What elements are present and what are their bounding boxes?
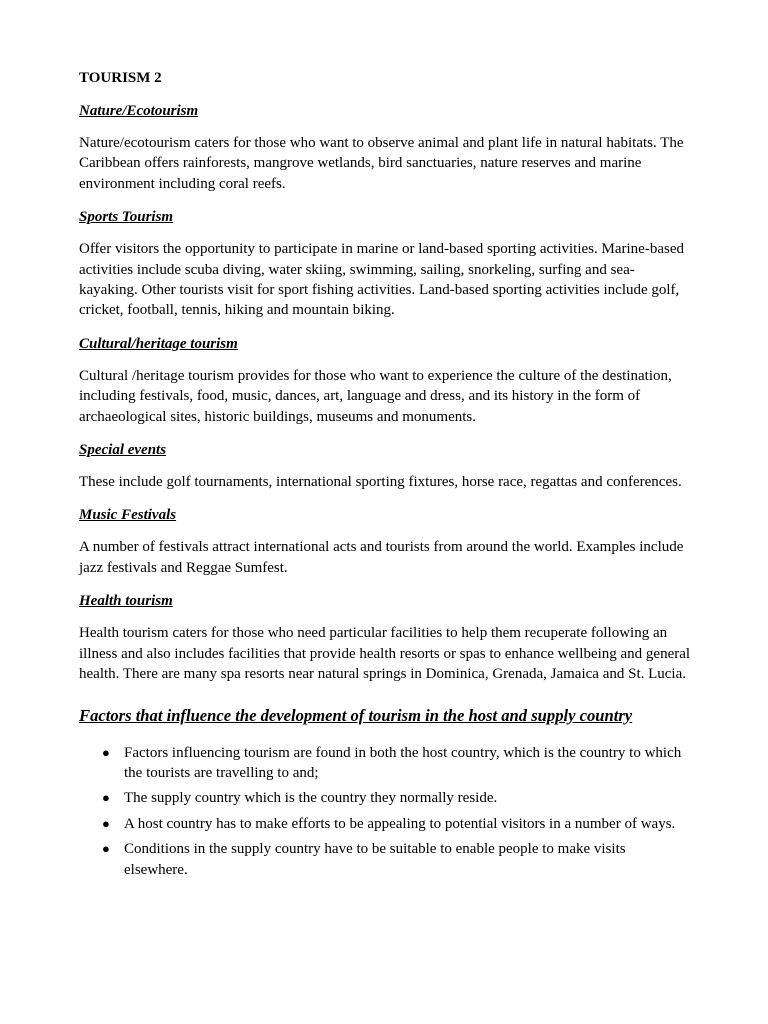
list-item	[79, 743, 691, 784]
section-heading: Special events	[79, 442, 167, 459]
factors-bullet-list	[79, 743, 691, 880]
list-item-text: Conditions in the supply country have to be suitable to enable people to make visits elsewhere.	[124, 841, 626, 878]
section-health-tourism	[79, 591, 691, 684]
section-paragraph: A number of festivals attract international acts and tourists from around the world. Examples include jazz festivals and Reggae Sumfest.	[79, 539, 684, 576]
list-item	[79, 839, 691, 880]
section-special-events	[79, 440, 691, 492]
list-item-text: Factors influencing tourism are found in both the host country, which is the country to which the tourists are travelling to and;	[124, 744, 682, 781]
bullet-icon: ●	[102, 790, 110, 806]
section-heading: Cultural/heritage tourism	[79, 335, 238, 352]
section-paragraph: Nature/ecotourism caters for those who want to observe animal and plant life in natural habitats. The Caribbean offers rainforests, mangrove wetlands, bird sanctuaries, nature reserves and marine environment including coral reefs.	[79, 135, 684, 192]
section-heading: Nature/Ecotourism	[79, 103, 199, 119]
list-item	[79, 814, 691, 834]
section-paragraph: Health tourism caters for those who need particular facilities to help them recuperate following an illness and also includes facilities that provide health resorts or spas to enhance wellbeing and general health. There are many spa resorts near natural springs in Dominica, Grenada, Jamaica and St. Lucia.	[79, 625, 691, 683]
list-item-text: The supply country which is the country they normally reside.	[124, 790, 498, 807]
section-paragraph: Cultural /heritage tourism provides for those who want to experience the culture of the destination, including festivals, food, music, dances, art, language and dress, and its history in the form of archaeological sites, historic buildings, museums and monuments.	[79, 367, 672, 425]
section-heading: Sports Tourism	[79, 209, 174, 226]
section-sports-tourism	[79, 207, 691, 321]
bullet-icon: ●	[102, 841, 110, 857]
section-heading: Health tourism	[79, 593, 173, 610]
list-item	[79, 788, 691, 808]
factors-heading: Factors that influence the development of tourism in the host and supply country	[79, 705, 633, 725]
section-paragraph: These include golf tournaments, international sporting fixtures, horse race, regattas and conferences.	[79, 474, 682, 491]
bullet-icon: ●	[102, 815, 110, 831]
document-title: TOURISM 2	[79, 70, 162, 86]
document-page	[79, 68, 691, 885]
bullet-icon: ●	[102, 744, 110, 760]
section-heading: Music Festivals	[79, 507, 177, 524]
section-paragraph: Offer visitors the opportunity to participate in marine or land-based sporting activities. Marine-based activities include scuba diving, water skiing, swimming, sailing, snorkeling, surfing and sea-kayaking. Other tourists visit for sport fishing activities. Land-based sporting activities include golf, cricket, football, tennis, hiking and mountain biking.	[79, 241, 684, 319]
list-item-text: A host country has to make efforts to be appealing to potential visitors in a number of ways.	[124, 815, 676, 832]
section-music-festivals	[79, 505, 691, 578]
section-cultural-heritage-tourism	[79, 334, 691, 427]
section-nature-ecotourism	[79, 101, 691, 194]
